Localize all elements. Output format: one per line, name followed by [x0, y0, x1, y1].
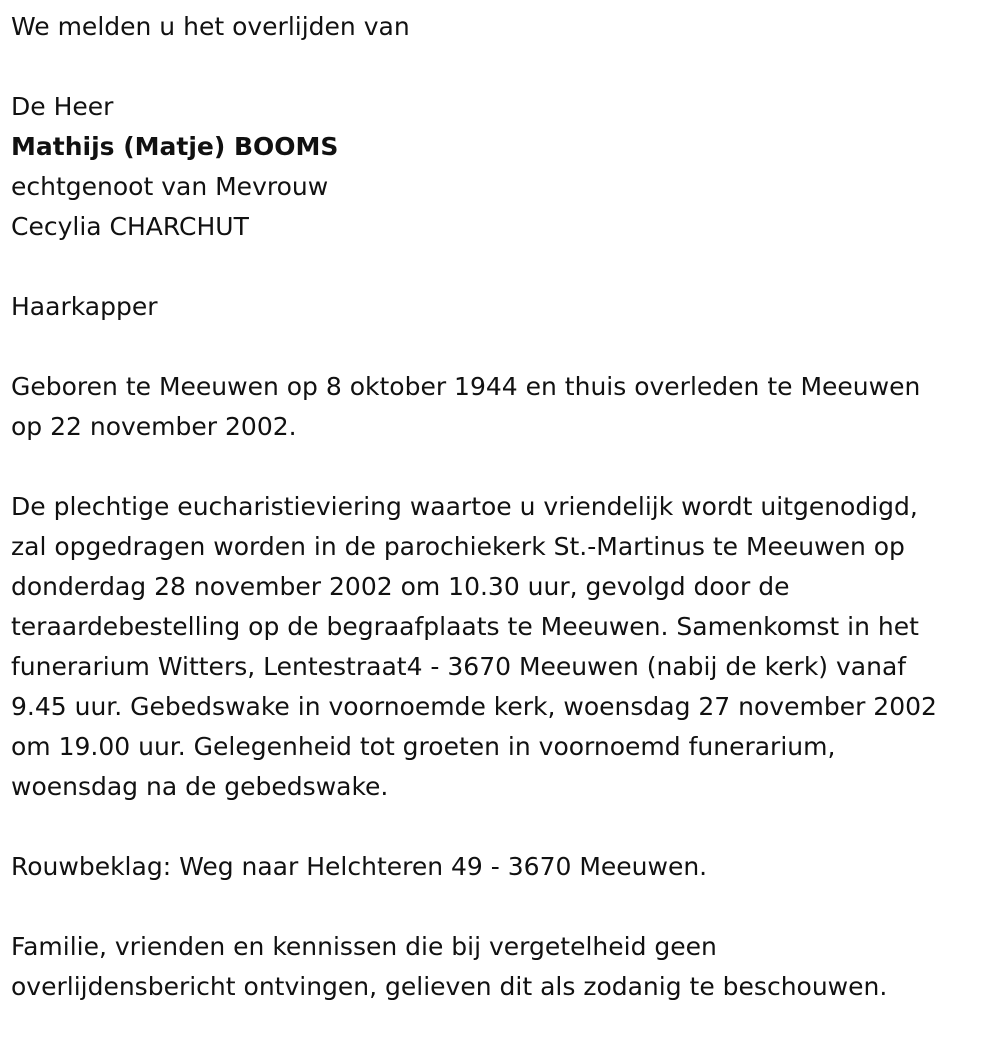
ceremony-line: 9.45 uur. Gebedswake in voornoemde kerk, woensdag 27 november 2002: [11, 692, 937, 721]
closing-line: Familie, vrienden en kennissen die bij vergetelheid geen: [11, 932, 717, 961]
ceremony-line: om 19.00 uur. Gelegenheid tot groeten in voornoemd funerarium,: [11, 732, 836, 761]
ceremony-line: funerarium Witters, Lentestraat4 - 3670 Meeuwen (nabij de kerk) vanaf: [11, 652, 907, 681]
spouse-name: Cecylia CHARCHUT: [11, 212, 249, 241]
condolence-address: Rouwbeklag: Weg naar Helchteren 49 - 3670 Meeuwen.: [11, 852, 708, 881]
ceremony-paragraph: [11, 487, 1000, 807]
ceremony-line: De plechtige eucharistieviering waartoe u vriendelijk wordt uitgenodigd,: [11, 492, 918, 521]
spouse-label: echtgenoot van Mevrouw: [11, 172, 329, 201]
intro-text: We melden u het overlijden van: [11, 12, 410, 41]
birth-death-line: op 22 november 2002.: [11, 412, 297, 441]
ceremony-line: donderdag 28 november 2002 om 10.30 uur, gevolgd door de: [11, 572, 790, 601]
ceremony-line: woensdag na de gebedswake.: [11, 772, 389, 801]
birth-death-paragraph: [11, 367, 1000, 447]
birth-death-line: Geboren te Meeuwen op 8 oktober 1944 en thuis overleden te Meeuwen: [11, 372, 921, 401]
closing-paragraph: [11, 927, 1000, 1007]
deceased-title: De Heer: [11, 92, 114, 121]
deceased-name: Mathijs (Matje) BOOMS: [11, 132, 339, 161]
ceremony-line: teraardebestelling op de begraafplaats te Meeuwen. Samenkomst in het: [11, 612, 919, 641]
closing-line: overlijdensbericht ontvingen, gelieven dit als zodanig te beschouwen.: [11, 972, 888, 1001]
occupation: Haarkapper: [11, 292, 158, 321]
ceremony-line: zal opgedragen worden in de parochiekerk St.-Martinus te Meeuwen op: [11, 532, 905, 561]
